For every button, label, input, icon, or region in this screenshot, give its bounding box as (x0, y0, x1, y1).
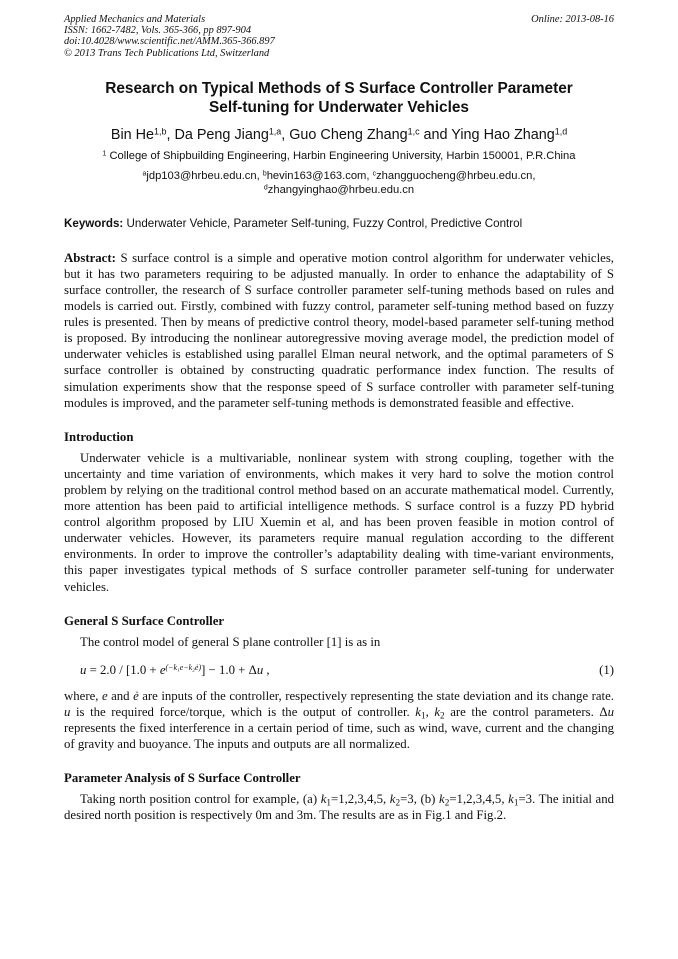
author-list (64, 126, 614, 144)
introduction-paragraph: Underwater vehicle is a multivariable, nonlinear system with strong coupling, together with the uncertainty and time variation of environments, which makes it very hard to solve the motion control problem by relying on the traditional control method based on an accurate mathematical model. Currently, more attention has been paid to artificial intelligence methods. S surface control is a fuzzy PD hybrid control algorithm proposed by LIU Xuemin et al, and has been proven feasible in motion control of underwater vehicles. However, its parameters require manual regulation according to the different environments. In order to improve the controller’s adaptability dealing with time-variant environments, this paper investigates typical methods of S surface controller parameter self-tuning for underwater vehicles. (64, 450, 614, 594)
text-run: are the control parameters. Δ (444, 704, 608, 719)
copyright-line: © 2013 Trans Tech Publications Ltd, Switzerland (64, 47, 270, 59)
abstract-label: Abstract: (64, 250, 116, 265)
email-d[interactable]: zhangyinghao@hrbeu.edu.cn (267, 183, 415, 196)
math-sub: 2 (440, 710, 445, 721)
math-var: e (101, 688, 108, 703)
abstract-text: S surface control is a simple and operative motion control algorithm for underwater vehicles, but it has two parameters requiring to be adjusted manually. In order to enhance the adaptability of S surface controller, the research of S surface controller parameter self-tuning methods based on rules and models is carried out. Firstly, combined with fuzzy control, parameter self-tuning method based on fuzzy rules is presented. Then by means of predictive control theory, model-based parameter self-tuning method is proposed. By introducing the nonlinear autoregressive moving average model, the prediction model of underwater vehicles is established using parallel Elman neural network, and the optimal parameters of S surface controller is obtained by constructing quadratic performance index function. The results of simulation experiments show that the response speed of S surface controller with parameter self-tuning modules is improved, and the parameter self-tuning methods is demonstrated feasible and effective. (64, 250, 615, 410)
math-var: u (64, 704, 71, 719)
author-name: Da Peng Jiang (174, 126, 269, 143)
eq-var-u: u (80, 662, 87, 677)
abstract (64, 250, 614, 411)
email-sup: d (263, 184, 268, 192)
text-run: =3. The initial and desired north position is respectively 0m and 3m. The results are as in Fig.1 and Fig.2. (64, 792, 615, 823)
eq-part: , (263, 662, 270, 677)
title-line-1: Research on Typical Methods of S Surface Controller Parameter (105, 79, 573, 97)
author-sup: 1,b (154, 126, 167, 137)
text-run: represents the fixed interference in a certain period of time, such as wind, wave, current and the changing of gravity and buoyance. The inputs and outputs are all normalized. (64, 720, 614, 751)
keywords (64, 216, 614, 231)
issn-line: ISSN: 1662-7482, Vols. 365-366, pp 897-904 (64, 25, 252, 37)
math-sub: 1 (326, 797, 331, 808)
paper-title (64, 79, 614, 117)
eq-part: = 2.0 / [1.0 + (86, 662, 160, 677)
equation-number: (1) (599, 662, 614, 677)
online-date: Online: 2013-08-16 (531, 14, 614, 25)
math-var: k (439, 792, 445, 807)
author-sup: 1,a (268, 126, 282, 137)
math-var: u (607, 704, 614, 719)
section-heading-general: General S Surface Controller (64, 613, 225, 628)
math-var: k (320, 792, 327, 807)
eq-part: ] − 1.0 + Δ (201, 662, 257, 677)
keywords-text: Underwater Vehicle, Parameter Self-tuning, Fuzzy Control, Predictive Control (126, 216, 523, 230)
author-separator: and (419, 126, 452, 143)
journal-header (64, 14, 614, 59)
email-sup: c (372, 170, 377, 178)
math-sub: 1 (513, 797, 519, 808)
affiliation-text: College of Shipbuilding Engineering, Harbin Engineering University, Harbin 150001, P.R.China (109, 149, 576, 162)
author-sup: 1,c (407, 126, 420, 137)
paper-page (64, 14, 614, 823)
email-line-2 (64, 183, 614, 197)
math-var: k (415, 704, 421, 719)
math-var: ė (133, 688, 139, 703)
math-var: k (508, 792, 514, 807)
text-run: is the required force/torque, which is the output of controller. (70, 704, 416, 719)
math-sub: 2 (395, 797, 401, 808)
email-list (64, 169, 614, 197)
email-c[interactable]: zhangguocheng@hrbeu.edu.cn, (376, 169, 536, 182)
journal-name: Applied Mechanics and Materials (64, 14, 206, 25)
author-name: Bin He (110, 126, 155, 143)
author-name: Guo Cheng Zhang (289, 126, 408, 143)
section-heading-introduction: Introduction (64, 429, 134, 444)
text-run: =1,2,3,4,5, (330, 792, 390, 807)
text-run: and (107, 688, 134, 703)
math-sub: 1 (420, 710, 426, 721)
text-run: , (425, 704, 435, 719)
section-heading-analysis: Parameter Analysis of S Surface Controller (64, 771, 301, 786)
text-run: =1,2,3,4,5, (449, 792, 509, 807)
equation-expression (80, 658, 270, 682)
email-line-1 (64, 169, 614, 183)
author-separator: , (166, 126, 175, 143)
doi-line: doi:10.4028/www.scientific.net/AMM.365-366.897 (64, 36, 275, 48)
email-b[interactable]: hevin163@163.com, (266, 169, 373, 182)
text-run: are inputs of the controller, respectively representing the state deviation and its change rate. (138, 688, 614, 703)
eq-exponent: (−k₁e−k₂ė) (165, 662, 202, 672)
email-sup: b (262, 170, 267, 178)
keywords-label: Keywords: (64, 216, 124, 230)
math-var: k (434, 704, 441, 719)
text-run: where, (64, 688, 102, 703)
text-run: Taking north position control for example, (a) (80, 792, 321, 807)
author-sup: 1,d (554, 126, 568, 137)
equation-1 (64, 658, 614, 682)
eq-var-u: u (256, 662, 264, 677)
author-separator: , (281, 126, 290, 143)
affiliation-sup: 1 (102, 150, 107, 158)
text-run: =3, (b) (400, 792, 440, 807)
where-paragraph (64, 688, 614, 752)
affiliation (64, 149, 614, 163)
email-a[interactable]: jdp103@hrbeu.edu.cn, (146, 169, 263, 182)
math-sub: 2 (444, 797, 450, 808)
email-sup: a (142, 170, 147, 178)
math-var: k (389, 792, 396, 807)
author-name: Ying Hao Zhang (451, 126, 555, 143)
analysis-paragraph (64, 791, 614, 823)
title-line-2: Self-tuning for Underwater Vehicles (209, 98, 469, 116)
eq-var-e: e (159, 662, 166, 677)
general-intro-paragraph: The control model of general S plane controller [1] is as in (80, 634, 381, 649)
